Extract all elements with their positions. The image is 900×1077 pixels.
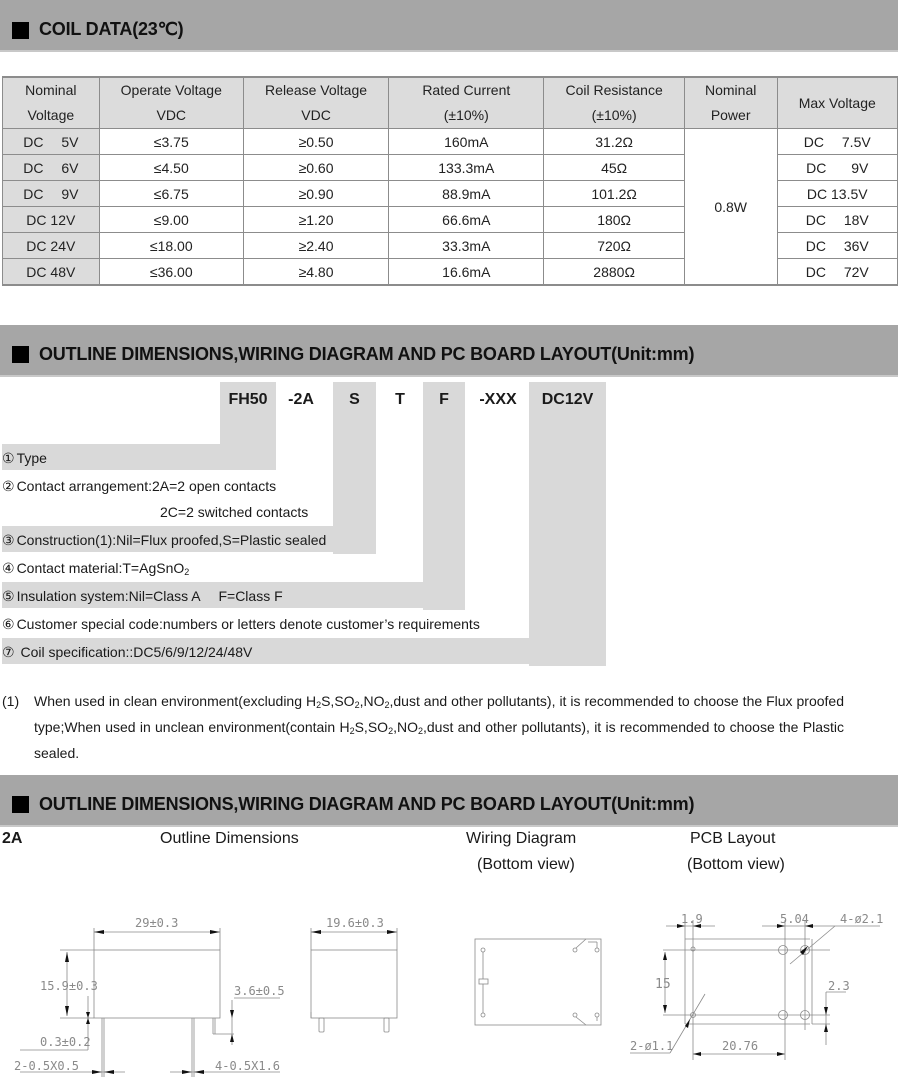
- cell-release: ≥0.90: [243, 181, 388, 207]
- cell-operate: ≤9.00: [99, 207, 243, 233]
- coil-data-table: [2, 76, 898, 286]
- dim-height: 15.9±0.3: [40, 979, 98, 993]
- item-text: Coil specification::DC5/6/9/12/24/48V: [16, 644, 253, 660]
- drawings-title: OUTLINE DIMENSIONS,WIRING DIAGRAM AND PC BOARD LAYOUT(Unit:mm): [39, 794, 695, 814]
- header-operate-voltage-unit: VDC: [99, 103, 243, 129]
- dim-pin-length: 3.6±0.5: [234, 984, 285, 998]
- outline-dimensions-label: Outline Dimensions: [160, 830, 299, 847]
- wiring-diagram-label: Wiring Diagram: [466, 830, 577, 847]
- dim-standoff: 0.3±0.2: [40, 1035, 91, 1049]
- cell-current: 66.6mA: [389, 207, 544, 233]
- ordering-item-customer-code: [2, 610, 480, 636]
- cell-release: ≥1.20: [243, 207, 388, 233]
- item-marker: ④: [2, 560, 15, 576]
- cell-release: ≥2.40: [243, 233, 388, 259]
- dim-coil-pins: 2-0.5X0.5: [14, 1059, 80, 1073]
- item-marker: ⑤: [2, 588, 15, 604]
- table-header-row: [3, 77, 898, 103]
- code-s: S: [349, 391, 360, 408]
- item-marker: ①: [2, 450, 15, 466]
- ordering-item-coil-spec: [2, 638, 606, 664]
- cell-operate: ≤3.75: [99, 129, 243, 155]
- cell-nominal: DC 5V: [3, 129, 100, 155]
- header-release-voltage-unit: VDC: [243, 103, 388, 129]
- cell-current: 33.3mA: [389, 233, 544, 259]
- dim-pcb-15: 15: [655, 977, 671, 992]
- item-marker: ⑦: [2, 644, 15, 660]
- cell-current: 133.3mA: [389, 155, 544, 181]
- cell-nominal-power: 0.8W: [684, 129, 777, 286]
- wiring-bottom-view: (Bottom view): [477, 856, 575, 873]
- pcb-layout-drawing: [630, 900, 900, 1077]
- dim-pcb-large-holes: 4-ø2.1: [840, 912, 884, 926]
- column-coil-spec: [529, 382, 606, 666]
- header-nominal-power: Nominal: [684, 77, 777, 103]
- item-marker: ⑥: [2, 616, 15, 632]
- item-marker: ②: [2, 478, 15, 494]
- ordering-item-construction: [2, 526, 376, 552]
- item-marker: ③: [2, 532, 15, 548]
- item-text: Customer special code:numbers or letters denote customer’s requirements: [16, 616, 480, 632]
- pcb-bottom-view: (Bottom view): [687, 856, 785, 873]
- ordering-title: OUTLINE DIMENSIONS,WIRING DIAGRAM AND PC BOARD LAYOUT(Unit:mm): [39, 344, 695, 364]
- dim-contact-pins: 4-0.5X1.6: [215, 1059, 281, 1073]
- note-marker: (1): [2, 693, 20, 709]
- ordering-item-contact-arrangement: [2, 472, 276, 498]
- cell-nominal: DC 12V: [3, 207, 100, 233]
- cell-operate: ≤18.00: [99, 233, 243, 259]
- ordering-item-type: [2, 444, 276, 470]
- cell-nominal: DC 6V: [3, 155, 100, 181]
- header-nominal-power-2: Power: [684, 103, 777, 129]
- cell-nominal: DC 9V: [3, 181, 100, 207]
- dim-pcb-1-9: 1.9: [681, 912, 703, 926]
- coil-data-header: [0, 0, 898, 52]
- outline-side-view-drawing: [0, 900, 300, 1077]
- cell-max-voltage: DC 18V: [777, 207, 898, 233]
- dim-pcb-5-04: 5.04: [780, 912, 809, 926]
- code-xxx: -XXX: [479, 391, 517, 408]
- dim-pcb-20-76: 20.76: [722, 1039, 759, 1053]
- dim-pcb-small-holes: 2-ø1.1: [630, 1039, 674, 1053]
- cell-resistance: 720Ω: [544, 233, 684, 259]
- pcb-layout-label: PCB Layout: [690, 830, 776, 847]
- cell-resistance: 101.2Ω: [544, 181, 684, 207]
- item-text: Type: [16, 450, 47, 466]
- cell-current: 160mA: [389, 129, 544, 155]
- header-coil-resistance-tol: (±10%): [544, 103, 684, 129]
- header-rated-current-tol: (±10%): [389, 103, 544, 129]
- table-row: [3, 129, 898, 155]
- cell-nominal: DC 48V: [3, 259, 100, 286]
- header-rated-current: Rated Current: [389, 77, 544, 103]
- cell-resistance: 180Ω: [544, 207, 684, 233]
- code-dc12v: DC12V: [541, 391, 594, 408]
- ordering-header: [0, 325, 898, 377]
- cell-max-voltage: DC 7.5V: [777, 129, 898, 155]
- item-text: Insulation system:Nil=Class A F=Class F: [16, 588, 283, 604]
- item-subscript: 2: [184, 567, 190, 577]
- item-text-2: 2C=2 switched contacts: [160, 504, 309, 520]
- ordering-item-contact-material: [2, 554, 189, 580]
- code-2a: -2A: [288, 391, 314, 408]
- item-text: Contact arrangement:2A=2 open contacts: [16, 478, 277, 494]
- cell-max-voltage: DC 72V: [777, 259, 898, 286]
- cell-current: 88.9mA: [389, 181, 544, 207]
- cell-max-voltage: DC 36V: [777, 233, 898, 259]
- code-t: T: [395, 391, 405, 408]
- header-max-voltage: Max Voltage: [777, 77, 898, 129]
- ordering-item-contact-arrangement-2: [160, 498, 308, 524]
- cell-operate: ≤4.50: [99, 155, 243, 181]
- cell-release: ≥4.80: [243, 259, 388, 286]
- square-bullet-icon: [12, 796, 29, 813]
- table-header-row-2: [3, 103, 898, 129]
- code-fh50: FH50: [228, 391, 268, 408]
- cell-current: 16.6mA: [389, 259, 544, 286]
- header-nominal-voltage-2: Voltage: [3, 103, 100, 129]
- cell-resistance: 2880Ω: [544, 259, 684, 286]
- header-operate-voltage: Operate Voltage: [99, 77, 243, 103]
- cell-release: ≥0.50: [243, 129, 388, 155]
- header-release-voltage: Release Voltage: [243, 77, 388, 103]
- header-nominal-voltage: Nominal: [3, 77, 100, 103]
- cell-max-voltage: DC 9V: [777, 155, 898, 181]
- variant-label: 2A: [2, 830, 23, 847]
- item-text: Contact material:T=AgSnO: [16, 560, 185, 576]
- wiring-diagram-drawing: [470, 935, 610, 1030]
- ordering-item-insulation: [2, 582, 465, 608]
- cell-nominal: DC 24V: [3, 233, 100, 259]
- cell-operate: ≤6.75: [99, 181, 243, 207]
- square-bullet-icon: [12, 22, 29, 39]
- dim-width: 19.6±0.3: [326, 916, 384, 930]
- square-bullet-icon: [12, 346, 29, 363]
- cell-release: ≥0.60: [243, 155, 388, 181]
- coil-data-title: COIL DATA(23℃): [39, 19, 184, 39]
- item-text: Construction(1):Nil=Flux proofed,S=Plastic sealed: [16, 532, 327, 548]
- dim-pcb-2-3: 2.3: [828, 979, 850, 993]
- note-text: When used in clean environment(excluding $H_2S,SO_2,NO_2,dust$ and other pollutants), it is recommended to choose the Flux proofed type;When used in unclean environment(contain $H_2S,SO_2,NO_2,dust$ and other pollutants), it is recommended to choose the Plastic sealed.: [34, 693, 844, 761]
- code-f: F: [439, 391, 449, 408]
- cell-max-voltage: DC 13.5V: [777, 181, 898, 207]
- header-coil-resistance: Coil Resistance: [544, 77, 684, 103]
- cell-resistance: 31.2Ω: [544, 129, 684, 155]
- dim-length: 29±0.3: [135, 916, 179, 930]
- drawings-header: [0, 775, 898, 827]
- outline-end-view-drawing: [300, 900, 410, 1050]
- cell-operate: ≤36.00: [99, 259, 243, 286]
- cell-resistance: 45Ω: [544, 155, 684, 181]
